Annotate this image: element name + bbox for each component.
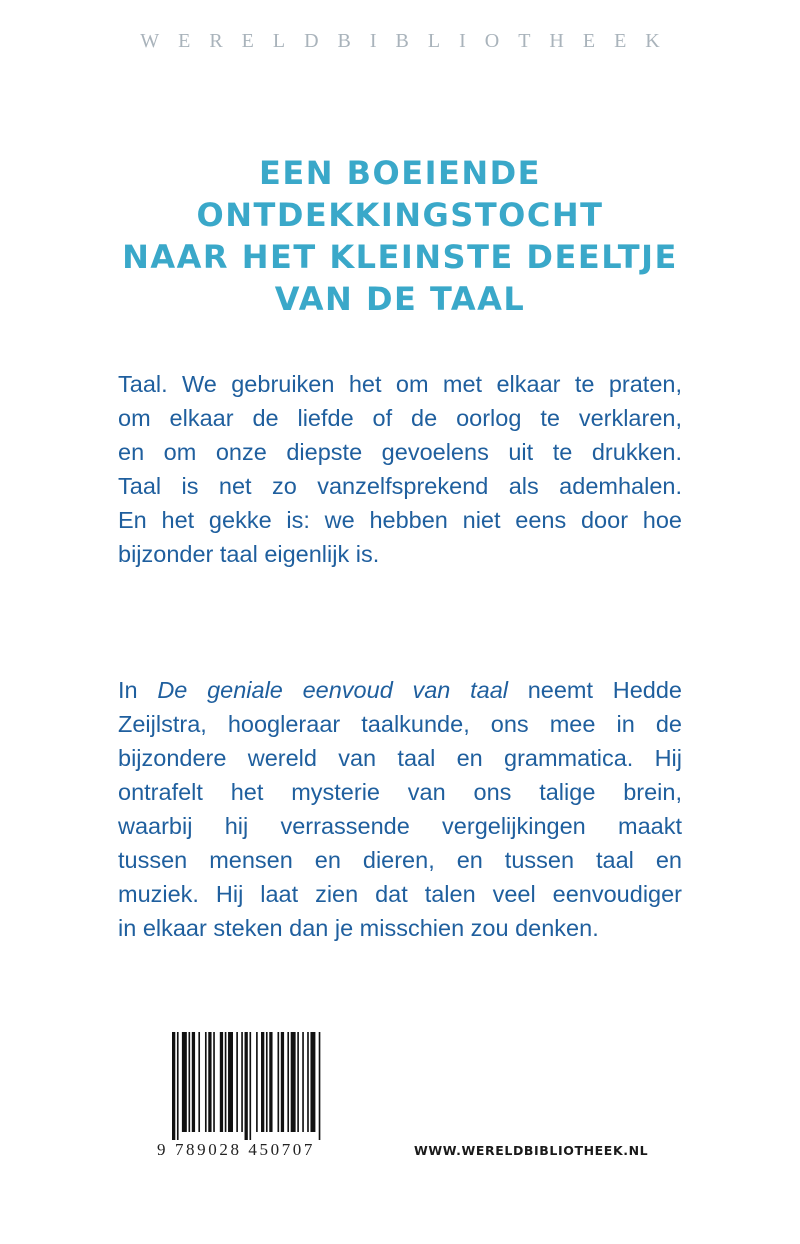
barcode-bar bbox=[241, 1032, 243, 1132]
barcode-bar bbox=[213, 1032, 215, 1132]
intro-paragraph bbox=[118, 367, 682, 571]
barcode-bar bbox=[220, 1032, 223, 1132]
barcode-bar bbox=[177, 1032, 179, 1140]
paragraph-line bbox=[118, 673, 682, 707]
barcode-bar bbox=[192, 1032, 195, 1132]
paragraph-line: Taal is net zo vanzelfsprekend als ademhalen. bbox=[118, 473, 682, 499]
barcode-bar bbox=[172, 1032, 175, 1140]
barcode-bar bbox=[261, 1032, 264, 1132]
tagline-line: ONTDEKKINGSTOCHT bbox=[196, 196, 604, 234]
barcode-bar bbox=[287, 1032, 289, 1132]
paragraph-line: Taal. We gebruiken het om met elkaar te praten, bbox=[118, 371, 682, 397]
barcode-bar bbox=[302, 1032, 304, 1132]
description-paragraph bbox=[118, 673, 682, 945]
barcode bbox=[172, 1032, 322, 1140]
tagline-line: EEN BOEIENDE bbox=[258, 154, 542, 192]
barcode-bar bbox=[266, 1032, 268, 1132]
barcode-bar bbox=[307, 1032, 309, 1132]
paragraph-line: ontrafelt het mysterie van ons talige brein, bbox=[118, 779, 682, 805]
barcode-bar bbox=[277, 1032, 279, 1132]
paragraph-text: neemt Hedde bbox=[507, 677, 682, 703]
barcode-bar bbox=[228, 1032, 233, 1132]
barcode-bar bbox=[291, 1032, 296, 1132]
publisher-website: WWW.WERELDBIBLIOTHEEK.NL bbox=[414, 1143, 649, 1158]
paragraph-line: waarbij hij verrassende vergelijkingen maakt bbox=[118, 813, 682, 839]
barcode-bar bbox=[269, 1032, 272, 1132]
paragraph-line: bijzondere wereld van taal en grammatica. Hij bbox=[118, 745, 682, 771]
book-title: De geniale eenvoud van taal bbox=[157, 677, 508, 703]
barcode-bar bbox=[245, 1032, 248, 1140]
tagline-line: VAN DE TAAL bbox=[274, 280, 526, 318]
paragraph-line: in elkaar steken dan je misschien zou denken. bbox=[118, 915, 599, 941]
barcode-bar bbox=[236, 1032, 238, 1132]
barcode-bar bbox=[310, 1032, 315, 1132]
barcode-bar bbox=[281, 1032, 284, 1132]
paragraph-text: In bbox=[118, 677, 158, 703]
paragraph-line: en om onze diepste gevoelens uit te drukken. bbox=[118, 439, 682, 465]
paragraph-line: tussen mensen en dieren, en tussen taal en bbox=[118, 847, 682, 873]
paragraph-line: bijzonder taal eigenlijk is. bbox=[118, 541, 380, 567]
barcode-bar bbox=[297, 1032, 299, 1132]
barcode-bar bbox=[256, 1032, 258, 1132]
isbn-number: 9 789028 450707 bbox=[157, 1140, 315, 1159]
barcode-bar bbox=[182, 1032, 187, 1132]
paragraph-line: Zeijlstra, hoogleraar taalkunde, ons mee in de bbox=[118, 711, 682, 737]
tagline bbox=[0, 152, 800, 320]
publisher-name: WERELDBIBLIOTHEEK bbox=[140, 30, 679, 52]
barcode-bar bbox=[249, 1032, 251, 1140]
tagline-line: NAAR HET KLEINSTE DEELTJE bbox=[122, 238, 678, 276]
barcode-bar bbox=[319, 1032, 321, 1140]
barcode-bar bbox=[198, 1032, 200, 1132]
barcode-bar bbox=[208, 1032, 211, 1132]
barcode-bar bbox=[188, 1032, 190, 1132]
paragraph-line: om elkaar de liefde of de oorlog te verklaren, bbox=[118, 405, 682, 431]
barcode-bar bbox=[205, 1032, 207, 1132]
barcode-bar bbox=[225, 1032, 227, 1132]
paragraph-line: En het gekke is: we hebben niet eens door hoe bbox=[118, 507, 682, 533]
paragraph-line: muziek. Hij laat zien dat talen veel eenvoudiger bbox=[118, 881, 682, 907]
